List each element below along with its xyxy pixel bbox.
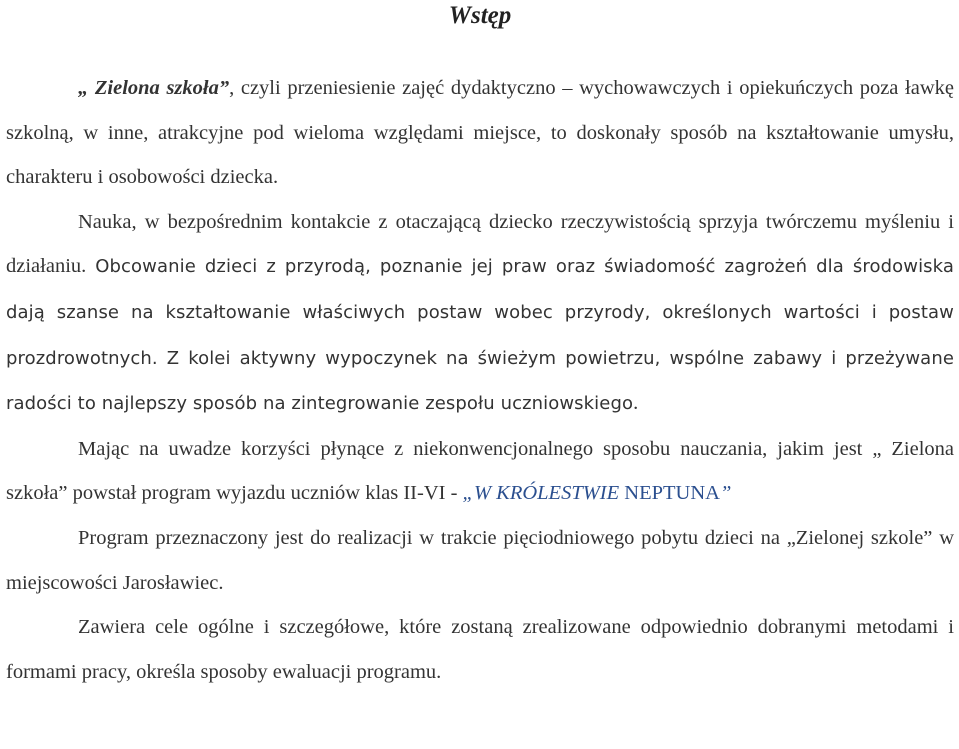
program-name-plain: NEPTUNA	[619, 482, 720, 505]
zielona-szkola-name: Zielona szkoła	[94, 77, 219, 99]
quote-close: ”	[218, 77, 230, 99]
program-name-italic: W KRÓLESTWIE	[473, 482, 620, 505]
nauka-end: .	[633, 392, 639, 415]
quote-open: „	[78, 77, 95, 99]
paragraph-program-content: Zawiera cele ogólne i szczegółowe, które zostaną zrealizowane odpowiednio dobranymi metodami i formami pracy, określa sposoby ewaluacji programu.	[6, 616, 954, 683]
intro-text: , czyli przeniesienie zajęć dydaktyczno – wychowawczych i opiekuńczych poza ławkę szkolną, w inne, atrakcyjne pod wieloma względami miejsce, to doskonały sposób na kształtowanie umysłu, charakteru i osobowości dziecka.	[6, 77, 954, 189]
document-page	[6, 0, 954, 694]
program-origin-text: Mając na uwadze korzyści płynące z niekonwencjonalnego sposobu nauczania, jakim jest „ Zielona szkoła” powstał program wyjazdu uczniów klas II-VI -	[6, 437, 954, 505]
paragraph-intro	[6, 66, 954, 200]
program-quote-close: ”	[719, 482, 732, 505]
paragraph-nauka	[6, 200, 954, 427]
paragraph-program-scope: Program przeznaczony jest do realizacji w trakcie pięciodniowego pobytu dzieci na „Zielonej szkole” w miejscowości Jarosławiec.	[6, 526, 954, 594]
program-quote-open: „	[462, 482, 474, 505]
paragraph-program-origin	[6, 427, 954, 516]
page-title: Wstęp	[448, 2, 512, 29]
nauka-text: Nauka, w bezpośrednim kontakcie z otaczającą dziecko rzeczywistością sprzyja twórczemu myśleniu i działaniu.	[6, 210, 954, 278]
obcowanie-text: Obcowanie dzieci z przyrodą, poznanie jej praw oraz świadomość zagrożeń dla środowiska dają szanse na kształtowanie właściwych postaw wobec przyrody, określonych wartości i postaw prozdrowotnych. Z kolei aktywny wypoczynek na świeżym powietrzu, wspólne zabawy i przeżywane radości to najlepszy sposób na zintegrowanie zespołu uczniowskiego	[6, 256, 954, 415]
